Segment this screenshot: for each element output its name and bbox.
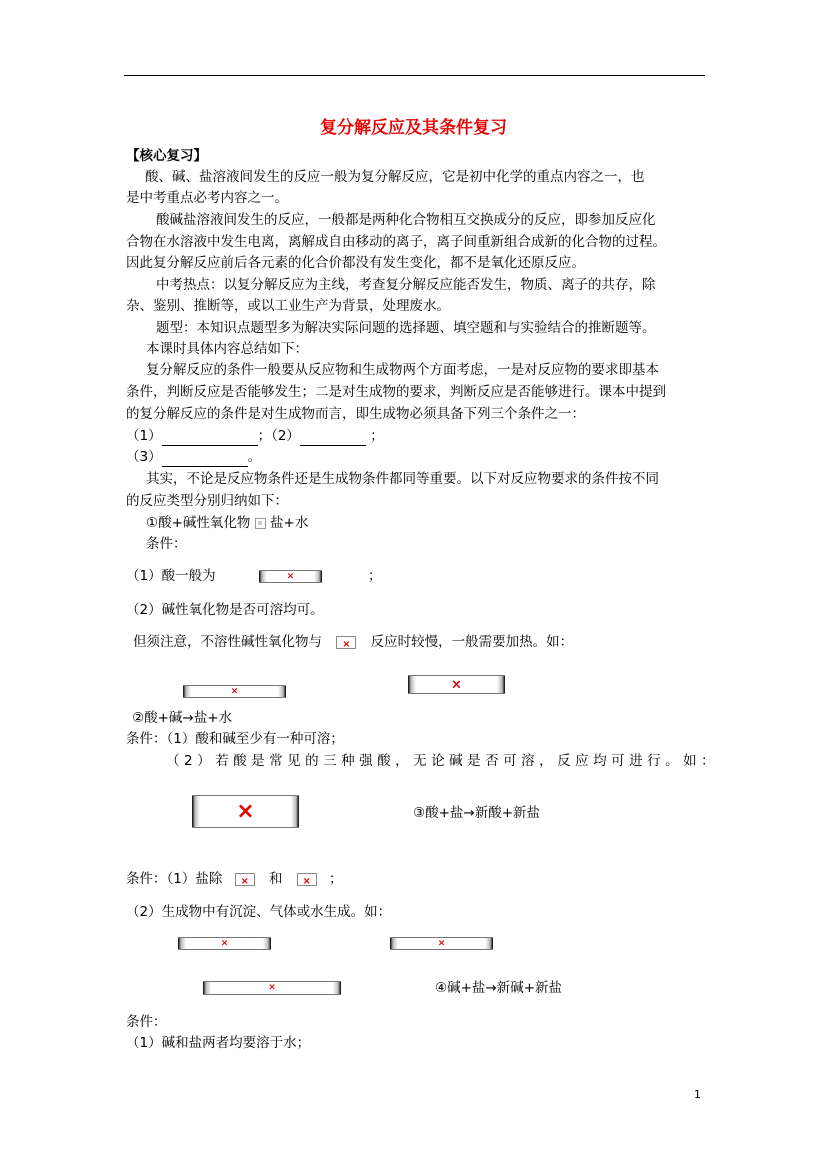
condition-line: （2）生成物中有沉淀、气体或水生成。如： [126, 904, 392, 920]
reaction-type-3-heading: ③酸+盐→新酸+新盐 [413, 805, 541, 821]
note-text: 但须注意，不溶性碱性氧化物与 [133, 634, 322, 650]
answer-blank-2[interactable] [300, 431, 366, 446]
condition-line: （2）碱性氧化物是否可溶均可。 [126, 602, 324, 618]
condition-line: （1）碱和盐两者均要溶于水； [126, 1035, 311, 1051]
paragraph-line: 题型：本知识点题型多为解决实际问题的选择题、填空题和与实验结合的推断题等。 [156, 320, 656, 336]
paragraph-line: 复分解反应的条件一般要从反应物和生成物两个方面考虑，一是对反应物的要求即基本 [146, 362, 659, 378]
paragraph-line: 酸、碱、盐溶液间发生的反应一般为复分解反应，它是初中化学的重点内容之一，也 [145, 169, 645, 185]
paragraph-line: 杂、鉴别、推断等，或以工业生产为背景，处理废水。 [126, 298, 450, 314]
fill-blank-line-1 [126, 426, 384, 446]
paragraph-line: 的反应类型分别归纳如下： [126, 493, 288, 509]
broken-image-icon: × [178, 937, 271, 950]
condition-label: 条件： [126, 1014, 167, 1030]
blank-label: （1） [126, 428, 162, 444]
answer-blank-1[interactable] [162, 431, 258, 446]
broken-image-icon: × [192, 795, 299, 828]
paragraph-line: 中考热点：以复分解反应为主线，考查复分解反应能否发生，物质、离子的共存，除 [156, 277, 656, 293]
blank-label: ；（2） [257, 428, 300, 444]
condition-line: （1）酸一般为 [126, 568, 216, 584]
reaction-type-4-heading: ④碱+盐→新碱+新盐 [435, 980, 563, 996]
condition-line: ； [368, 568, 382, 584]
reaction-type-2-heading: ②酸+碱→盐+水 [132, 710, 233, 726]
reaction-type-1-heading [146, 513, 308, 533]
blank-label: ； [365, 428, 384, 444]
reaction-text: ①酸+碱性氧化物 [146, 515, 251, 531]
broken-image-icon: × [408, 675, 505, 694]
blank-label: 。 [247, 449, 262, 465]
broken-image-icon: × [183, 685, 286, 698]
condition-line [126, 869, 343, 889]
broken-image-icon: × [203, 981, 341, 995]
condition-text: 条件：（1）盐除 [126, 871, 223, 887]
paragraph-line: 的复分解反应的条件是对生成物而言，即生成物必须具备下列三个条件之一： [126, 406, 585, 422]
broken-image-icon: × [259, 570, 322, 583]
section-heading: 【核心复习】 [126, 148, 207, 164]
paragraph-line: 其实，不论是反应物条件还是生成物条件都同等重要。以下对反应物要求的条件按不同 [146, 471, 659, 487]
broken-image-icon: × [235, 873, 255, 886]
note-line [133, 632, 573, 652]
condition-line: （2）若酸是常见的三种强酸，无论碱是否可溶，反应均可进行。如： [166, 753, 720, 769]
page-number: 1 [694, 1088, 701, 1101]
paragraph-line: 是中考重点必考内容之一。 [126, 190, 288, 206]
condition-text: 和 [268, 871, 283, 887]
condition-line: 条件：（1）酸和碱至少有一种可溶； [126, 731, 344, 747]
broken-image-icon: × [336, 636, 356, 649]
broken-image-icon: × [390, 937, 493, 950]
blank-label: （3） [126, 449, 162, 465]
broken-image-icon [255, 518, 266, 529]
paragraph-line: 酸碱盐溶液间发生的反应，一般都是两种化合物相互交换成分的反应，即参加反应化 [156, 212, 656, 228]
header-rule [124, 75, 705, 76]
note-text: 反应时较慢，一般需要加热。如： [370, 634, 574, 650]
broken-image-icon: × [297, 873, 317, 886]
reaction-text: 盐+水 [270, 515, 309, 531]
condition-label: 条件： [146, 536, 187, 552]
fill-blank-line-2 [126, 447, 261, 467]
paragraph-line: 因此复分解反应前后各元素的化合价都没有发生变化，都不是氧化还原反应。 [126, 255, 585, 271]
condition-text: ； [329, 871, 343, 887]
paragraph-line: 本课时具体内容总结如下： [146, 341, 308, 357]
page-title: 复分解反应及其条件复习 [320, 118, 507, 138]
paragraph-line: 条件，判断反应是否能够发生；二是对生成物的要求，判断反应是否能够进行。课本中提到 [126, 384, 666, 400]
answer-blank-3[interactable] [162, 452, 248, 467]
paragraph-line: 合物在水溶液中发生电离，离解成自由移动的离子，离子间重新组合成新的化合物的过程。 [126, 234, 666, 250]
